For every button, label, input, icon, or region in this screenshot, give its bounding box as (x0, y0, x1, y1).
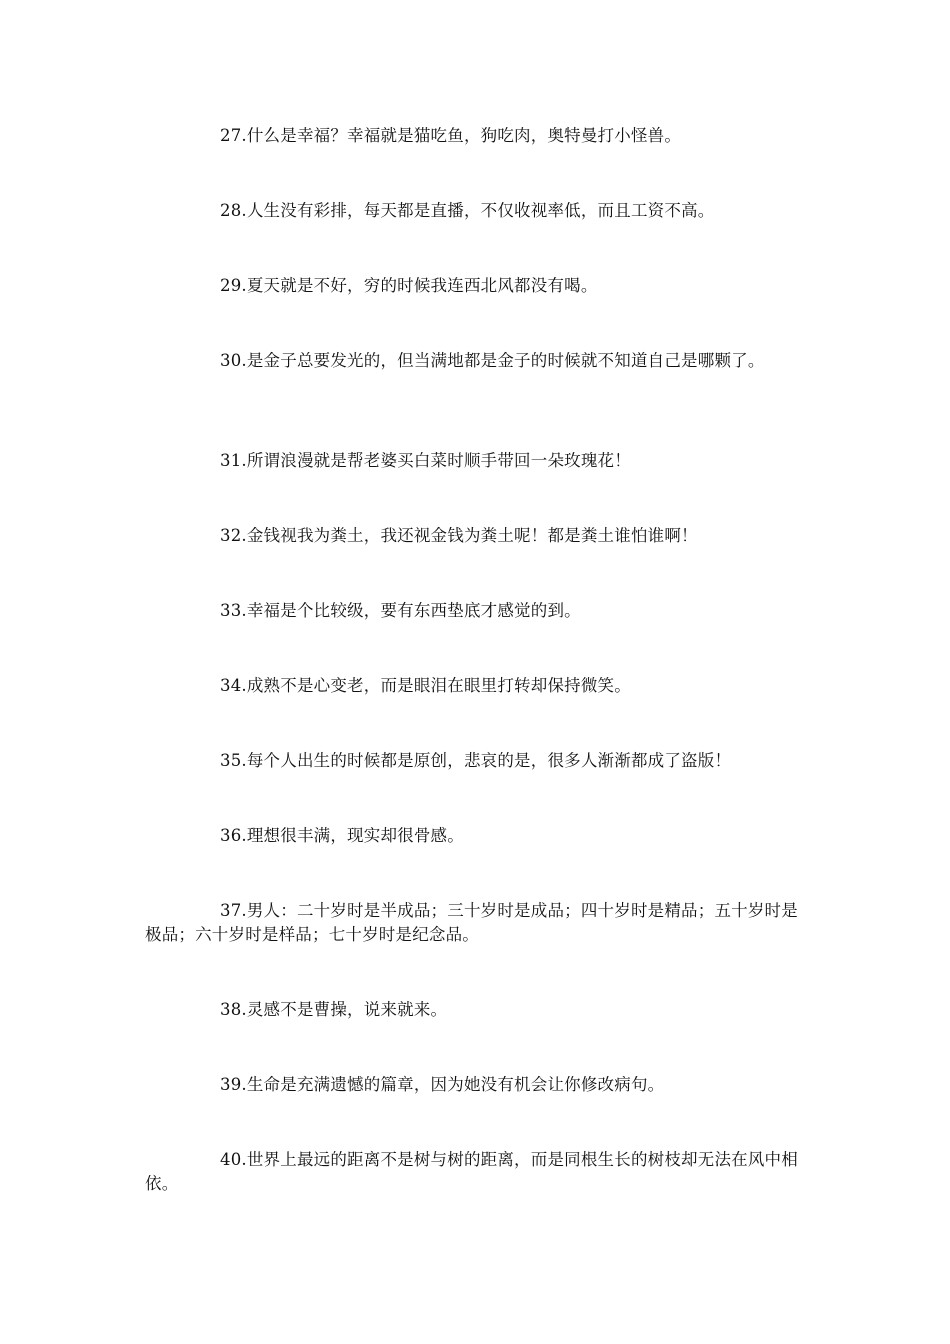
paragraph-33: 33.幸福是个比较级，要有东西垫底才感觉的到。 (220, 601, 581, 620)
paragraph-40: 40.世界上最远的距离不是树与树的距离，而是同根生长的树枝却无法在风中相依。 (145, 1150, 798, 1193)
paragraph-39: 39.生命是充满遗憾的篇章，因为她没有机会让你修改病句。 (220, 1075, 665, 1094)
paragraph-38: 38.灵感不是曹操，说来就来。 (220, 1000, 448, 1019)
paragraph-32: 32.金钱视我为粪土，我还视金钱为粪土呢！都是粪土谁怕谁啊！ (220, 526, 698, 545)
paragraph-29: 29.夏天就是不好，穷的时候我连西北风都没有喝。 (220, 276, 598, 295)
paragraph-31: 31.所谓浪漫就是帮老婆买白菜时顺手带回一朵玫瑰花！ (220, 451, 631, 470)
paragraph-27: 27.什么是幸福？幸福就是猫吃鱼，狗吃肉，奥特曼打小怪兽。 (220, 126, 682, 145)
paragraph-37: 37.男人：二十岁时是半成品；三十岁时是成品；四十岁时是精品；五十岁时是极品；六十岁时是样品；七十岁时是纪念品。 (145, 901, 798, 944)
paragraph-35: 35.每个人出生的时候都是原创，悲哀的是，很多人渐渐都成了盗版！ (220, 751, 732, 770)
paragraph-28: 28.人生没有彩排，每天都是直播，不仅收视率低，而且工资不高。 (220, 201, 715, 220)
paragraph-30: 30.是金子总要发光的，但当满地都是金子的时候就不知道自己是哪颗了。 (220, 351, 765, 370)
paragraph-36: 36.理想很丰满，现实却很骨感。 (220, 826, 464, 845)
paragraph-34: 34.成熟不是心变老，而是眼泪在眼里打转却保持微笑。 (220, 676, 631, 695)
